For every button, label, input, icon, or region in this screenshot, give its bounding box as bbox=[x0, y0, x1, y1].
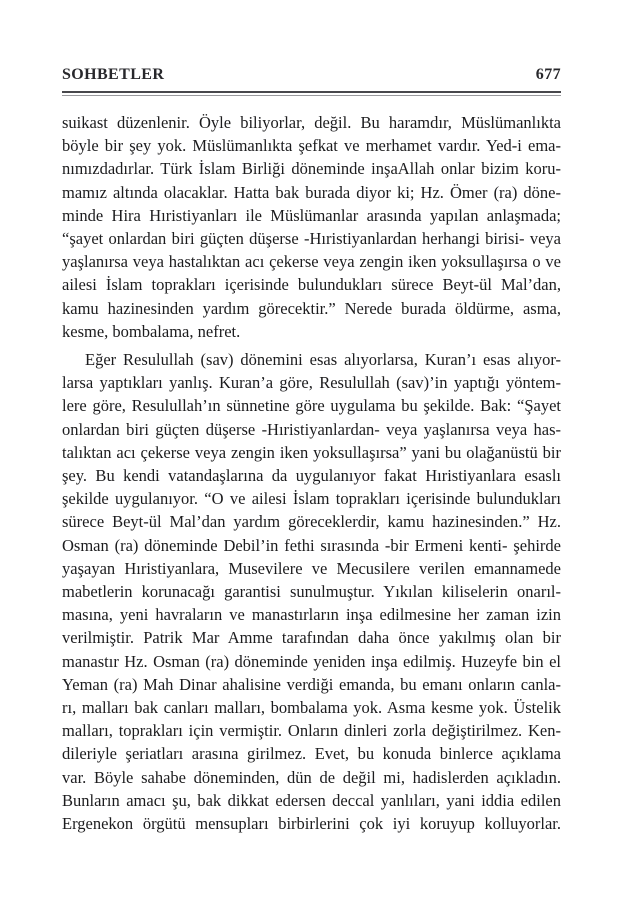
text-line: ailesi İslam toprakları içerisinde bulundukları sürece Beyt-ül Mal’dan, bbox=[62, 275, 561, 295]
text-line: nımızdadırlar. Türk İslam Birliği döneminde inşaAllah onlar bizim koru- bbox=[62, 159, 561, 179]
page-header bbox=[62, 66, 561, 84]
text-line: mamız altında olacaklar. Hatta bak burada diyor ki; Hz. Ömer (ra) döne- bbox=[62, 182, 561, 202]
text-line: “şayet onlardan biri güçten düşerse -Hıristiyanlardan herhangi birisi- veya bbox=[62, 229, 561, 249]
text-line: şekilde uygulanıyor. “O ve ailesi İslam toprakları içerisinde bulundukları bbox=[62, 489, 561, 509]
paragraph bbox=[62, 348, 561, 835]
text-line: malları, toprakları için vermiştir. Onların dinleri zorla değiştirilmez. Ken- bbox=[62, 721, 561, 741]
text-line: verilmiştir. Patrik Mar Amme tarafından daha önce yakılmış olan bir bbox=[62, 628, 561, 648]
text-line: şey. Bu kendi vatandaşlarına da uygulanıyor fakat Hıristiyanlara esaslı bbox=[62, 466, 561, 486]
text-line: kesme, bombalama, nefret. bbox=[62, 321, 241, 341]
text-line: sürece Beyt-ül Mal’dan yardım göreceklerdir, kamu hazinesinden.” Hz. bbox=[62, 512, 561, 532]
text-line: böyle bir şey yok. Müslümanlıkta şefkat ve merhamet vardır. Yed-i ema- bbox=[62, 136, 561, 156]
header-rule-top bbox=[62, 91, 561, 93]
text-line: Ergenekon örgütü mensupları birbirlerini çok iyi koruyup kolluyorlar. bbox=[62, 814, 561, 834]
text-line: minde Hira Hıristiyanları ile Müslümanlar arasında yapılan anlaşmada; bbox=[62, 205, 561, 225]
page-body bbox=[62, 111, 561, 835]
text-line: Bunların amacı şu, bak dikkat edersen deccal yanlıları, yani iddia edilen bbox=[62, 790, 561, 810]
text-line: dileriyle şeriatları arasına girilmez. Evet, bu konuda binlerce açıklama bbox=[62, 744, 561, 764]
text-line: larsa yaptıkları yanlış. Kuran’a göre, Resulullah (sav)’in yaptığı yöntem- bbox=[62, 373, 561, 393]
text-line: suikast düzenlenir. Öyle biliyorlar, değil. Bu haramdır, Müslümanlıkta bbox=[62, 113, 561, 132]
header-rule-bottom bbox=[62, 95, 561, 96]
text-line: yaşayan Hıristiyanlara, Musevilere ve Mecusilere verilen emannamede bbox=[62, 558, 561, 578]
text-line: lere göre, Resulullah’ın sünnetine göre uygulama bu şekilde. Bak: “Şayet bbox=[62, 396, 561, 416]
text-line: kamu hazinesinden yardım görecektir.” Nerede burada öldürme, asma, bbox=[62, 298, 561, 318]
paragraph bbox=[62, 111, 561, 343]
text-line: Yeman (ra) Mah Dinar ahalisine verdiği emanda, bu emanı onların canla- bbox=[62, 674, 561, 694]
text-line: rı, malları bak canları malları, bombalama yok. Asma kesme yok. Üstelik bbox=[62, 698, 561, 718]
text-line: masına, yeni havraların ve manastırların inşa edilmesine her zaman izin bbox=[62, 605, 561, 625]
text-line: manastır Hz. Osman (ra) döneminde yeniden inşa edilmiş. Huzeyfe bin el bbox=[62, 651, 561, 671]
text-line: onlardan biri güçten düşerse -Hıristiyanlardan- veya yaşlanırsa veya has- bbox=[62, 419, 561, 439]
text-line: talıktan acı çekerse veya zengin iken yoksullaşırsa” yani bu olağanüstü bir bbox=[62, 442, 561, 462]
text-line: Osman (ra) döneminde Debil’in fethi sırasında -bir Ermeni kenti- şehirde bbox=[62, 535, 561, 555]
text-line: yaşlanırsa veya hastalıktan acı çekerse veya zengin iken yoksullaşırsa o ve bbox=[62, 252, 561, 272]
text-line: Eğer Resulullah (sav) dönemini esas alıyorlarsa, Kuran’ı esas alıyor- bbox=[85, 350, 561, 370]
page-number: 677 bbox=[535, 66, 561, 83]
text-line: mabetlerin korunacağı garantisi sunulmuştur. Yıkılan kiliselerin onarıl- bbox=[62, 582, 561, 602]
running-title: SOHBETLER bbox=[62, 66, 165, 83]
text-line: var. Böyle sahabe döneminden, dün de değil mi, hadislerden açıkladın. bbox=[62, 767, 561, 787]
